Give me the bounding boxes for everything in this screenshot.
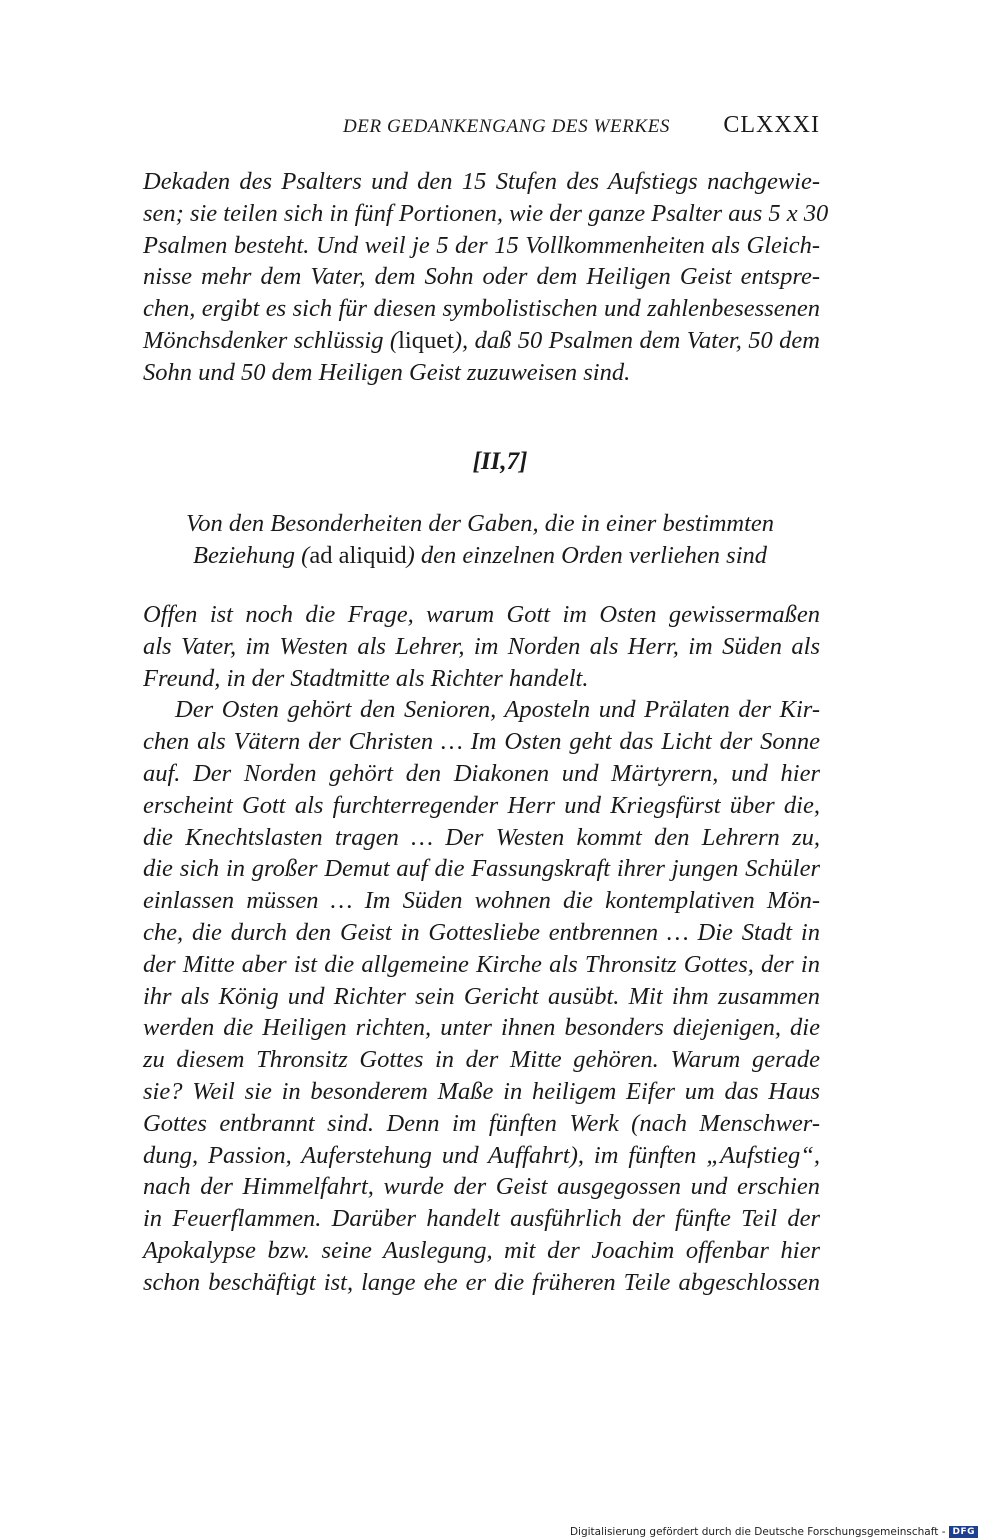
text-line: Der Osten gehört den Senioren, Aposteln und Prälaten der Kir-: [175, 696, 820, 724]
text-line: dung, Passion, Auferstehung und Auffahrt), im fünften „Aufstieg“,: [143, 1141, 820, 1169]
text-line: Gottes entbrannt sind. Denn im fünften Werk (nach Menschwer-: [143, 1109, 820, 1137]
text-line: der Mitte aber ist die allgemeine Kirche als Thronsitz Gottes, der in: [143, 950, 820, 978]
text-line: che, die durch den Geist in Gottesliebe entbrennen … Die Stadt in: [143, 918, 820, 946]
text-line: in Feuerflammen. Darüber handelt ausführlich der fünfte Teil der: [143, 1205, 820, 1233]
section-title: [140, 508, 820, 572]
footer-text: Digitalisierung gefördert durch die Deutsche Forschungsgemeinschaft -: [569, 1526, 946, 1538]
text-line: nisse mehr dem Vater, dem Sohn oder dem Heiligen Geist entspre-: [143, 263, 820, 291]
text-segment: ), daß 50 Psalmen dem Vater, 50 dem: [453, 326, 820, 354]
text-line: Apokalypse bzw. seine Auslegung, mit der Joachim offenbar hier: [143, 1236, 820, 1264]
text-line: die Knechtslasten tragen … Der Westen kommt den Lehrern zu,: [143, 823, 820, 851]
paragraph-1: [143, 166, 829, 389]
text-line: auf. Der Norden gehört den Diakonen und Märtyrern, und hier: [143, 759, 820, 787]
text-line: Sohn und 50 dem Heiligen Geist zuzuweisen sind.: [143, 358, 631, 386]
text-line: nach der Himmelfahrt, wurde der Geist ausgegossen und erschien: [143, 1173, 820, 1201]
text-line: Offen ist noch die Frage, warum Gott im Osten gewissermaßen: [143, 601, 820, 628]
latin-term: ad aliquid: [309, 541, 407, 569]
text-line: die sich in großer Demut auf die Fassungskraft ihrer jungen Schüler: [143, 855, 820, 883]
text-line-with-latin: [143, 325, 820, 357]
text-line: Dekaden des Psalters und den 15 Stufen des Aufstiegs nachgewie-: [143, 168, 820, 195]
text-line: chen, ergibt es sich für diesen symbolistischen und zahlenbesessenen: [143, 295, 820, 323]
text-segment: Mönchsdenker schlüssig (: [143, 326, 399, 354]
digitization-footer: [570, 1526, 978, 1538]
text-line: erscheint Gott als furchterregender Herr und Kriegsfürst über die,: [143, 791, 820, 819]
page-number: CLXXXI: [723, 112, 820, 138]
text-line: Freund, in der Stadtmitte als Richter handelt.: [143, 664, 589, 692]
text-segment: ) den einzelnen Orden verliehen sind: [406, 541, 767, 569]
dfg-logo: DFG: [949, 1526, 978, 1538]
section-number: [II,7]: [472, 448, 528, 475]
text-segment: Beziehung (: [193, 541, 310, 569]
text-line: sie? Weil sie in besonderem Maße in heiligem Eifer um das Haus: [143, 1077, 820, 1105]
paragraph-2: [143, 599, 820, 1299]
text-line: ihr als König und Richter sein Gericht ausübt. Mit ihm zusammen: [143, 982, 820, 1010]
text-line: als Vater, im Westen als Lehrer, im Norden als Herr, im Süden als: [143, 632, 820, 660]
text-line: sen; sie teilen sich in fünf Portionen, wie der ganze Psalter aus 5 x 30: [143, 199, 829, 227]
section-title-line: Von den Besonderheiten der Gaben, die in einer bestimmten: [185, 510, 775, 537]
text-line: zu diesem Thronsitz Gottes in der Mitte gehören. Warum gerade: [143, 1046, 820, 1074]
text-line: schon beschäftigt ist, lange ehe er die früheren Teile abgeschlossen: [143, 1268, 820, 1296]
text-line: einlassen müssen … Im Süden wohnen die kontemplativen Mön-: [143, 887, 820, 915]
text-line: chen als Vätern der Christen … Im Osten geht das Licht der Sonne: [143, 728, 820, 756]
text-line: Psalmen besteht. Und weil je 5 der 15 Vollkommenheiten als Gleich-: [143, 231, 820, 259]
latin-term: liquet: [398, 326, 454, 354]
text-line: werden die Heiligen richten, unter ihnen besonders diejenigen, die: [143, 1014, 820, 1042]
running-head-title: DER GEDANKENGANG DES WERKES: [342, 116, 670, 137]
running-head: [140, 112, 820, 142]
section-title-line: [140, 540, 820, 572]
